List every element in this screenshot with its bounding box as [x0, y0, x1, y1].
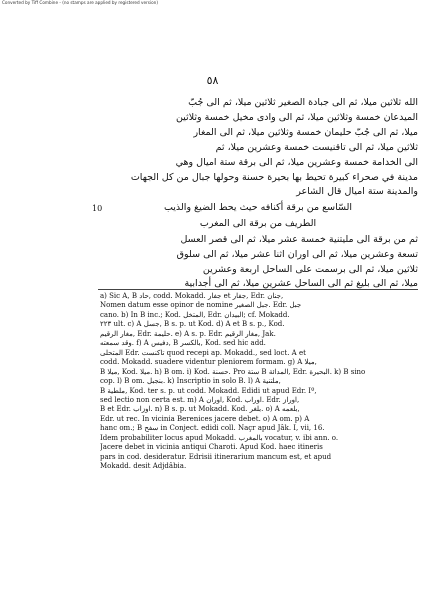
footnote-line: B ملطية, Kod. ter s. p. ut codd. Mokadd. Edidi ut apud Edr. Iº,: [100, 386, 317, 395]
arabic-line: ثلاثين ميلا، ثم الى برسمت على الساحل اربعة وعشرين: [202, 264, 418, 275]
line-number: 10: [92, 204, 103, 213]
arabic-line: تسعة وعشرين ميلا، ثم الى اوران اثنا عشر ميلا، ثم الى سلوق: [176, 249, 418, 260]
footnote-line: codd. Mokadd. suadere videntur pleniorem formam. g) A ميلا,: [100, 358, 317, 367]
page-number: ٥٨: [206, 74, 219, 87]
footnote-line: مغار الرقيم, Edr. حليمة. e) A s. p. Edr. مغار الرقيم, Jak.: [100, 329, 276, 338]
footnote-line: وقد سمعته. f) A دفيس, B بالكسر, Kod. sed hic add.: [100, 339, 266, 348]
footnote-line: Mokadd. desit Adjdâbia.: [100, 462, 187, 471]
footnote-line: ٢٢٣ ult. c) A جسل, B s. p. ut Kod. d) A et B s. p., Kod.: [100, 320, 285, 329]
footnote-line: cano. b) In B inc.; Kod. المتخل, Edr. البيدان; cf. Mokadd.: [100, 310, 290, 319]
arabic-line: ميلا، ثم الى جُبّ حليمان خمسة وثلاثين ميلا، ثم الى المغار: [193, 127, 418, 138]
arabic-line: السّاسع من برقة أكنافه حيث يحط الضيغ والذيب: [163, 202, 353, 213]
arabic-line: ثلاثين ميلا، ثم الى تاقنيست خمسة وعشرين ميلا، ثم: [215, 142, 418, 153]
footnote-line: a) Sic A, B حاد, codd. Mokadd. جفار et جفار, Edr. جنان,: [100, 292, 284, 300]
arabic-line: والمدينة ستة اميال قال الشاعر: [296, 186, 418, 197]
footnote-line: pars in cod. desideratur. Edrisii itinerarium mancum est, et apud: [100, 452, 332, 461]
footnotes-block: [100, 292, 418, 472]
arabic-line: ثم من برقة الى مليتنية خمسة عشر ميلا، ثم الى قصر العسل: [180, 234, 418, 245]
arabic-line: الميدعان خمسة وثلاثين ميلا، ثم الى وادى مخيل خمسة وثلاثين: [175, 112, 418, 123]
footnote-line: sed lectio non certa est. m) A اوران, Kod. اوراب. Edr. اوراز,: [100, 395, 300, 404]
arabic-line: الى الخدامة خمسة وعشرين ميلا، ثم الى برقة ستة اميال وهي: [175, 157, 418, 168]
footnote-line: Jacere debet in vicinia antiqui Charoti. Apud Kod. haec itineris: [100, 443, 323, 452]
footnote-line: Nomen datum esse opinor de nomine جبل الصغير. Edr. جبل: [100, 301, 302, 310]
footnote-line: hanc om.; B سفح in Conject. edidi coll. Naçr apud Jâk. I, vii, 16.: [100, 424, 325, 433]
footnote-line: المتحلى Edr. تاكنست quod recepi ap. Mokadd., sed loct. A et: [100, 348, 306, 357]
arabic-line: مدينة في صحراء كبيرة تحيط بها بحيرة حسنة وحولها جبال من كل الجهات: [130, 172, 418, 183]
footnote-divider: [98, 289, 418, 290]
footnote-line: cop. l) B om. بنجبل. k) Inscriptio in solo B. l) A ملتنية,: [100, 377, 281, 386]
arabic-line: ميلا، ثم الى بليغ ثم الى الساحل عشرين ميلا، ثم الى أجدابية: [184, 278, 418, 289]
footnote-line: Idem probabiliter locus apud Mokadd. بالمغرب vocatur, v. ibi ann. o.: [100, 433, 339, 442]
arabic-line: الطريف من برقة الى المغرب: [199, 218, 317, 229]
converter-banner: Converted by Tiff Combine - (no stamps are applied by registered version): [2, 0, 158, 5]
footnote-line: B ميلا, Kod. ميلا. h) B om. i) Kod. حسنة. Pro ستة B المدائة, Edr. البحيرة. k) B sino: [100, 367, 366, 376]
footnote-line: B et Edr. اوزاب. n) B s. p. ut Mokadd. Kod. بلغر. o) A بلعمه,: [100, 405, 300, 414]
footnote-line: Edr. ut rec. In vicinia Berenices jacere debet. o) A om. p) A: [100, 414, 310, 423]
arabic-line: الله ثلاثين ميلا، ثم الى جبادة الصغير ثلاثين ميلا، ثم الى جُبّ: [188, 97, 418, 108]
